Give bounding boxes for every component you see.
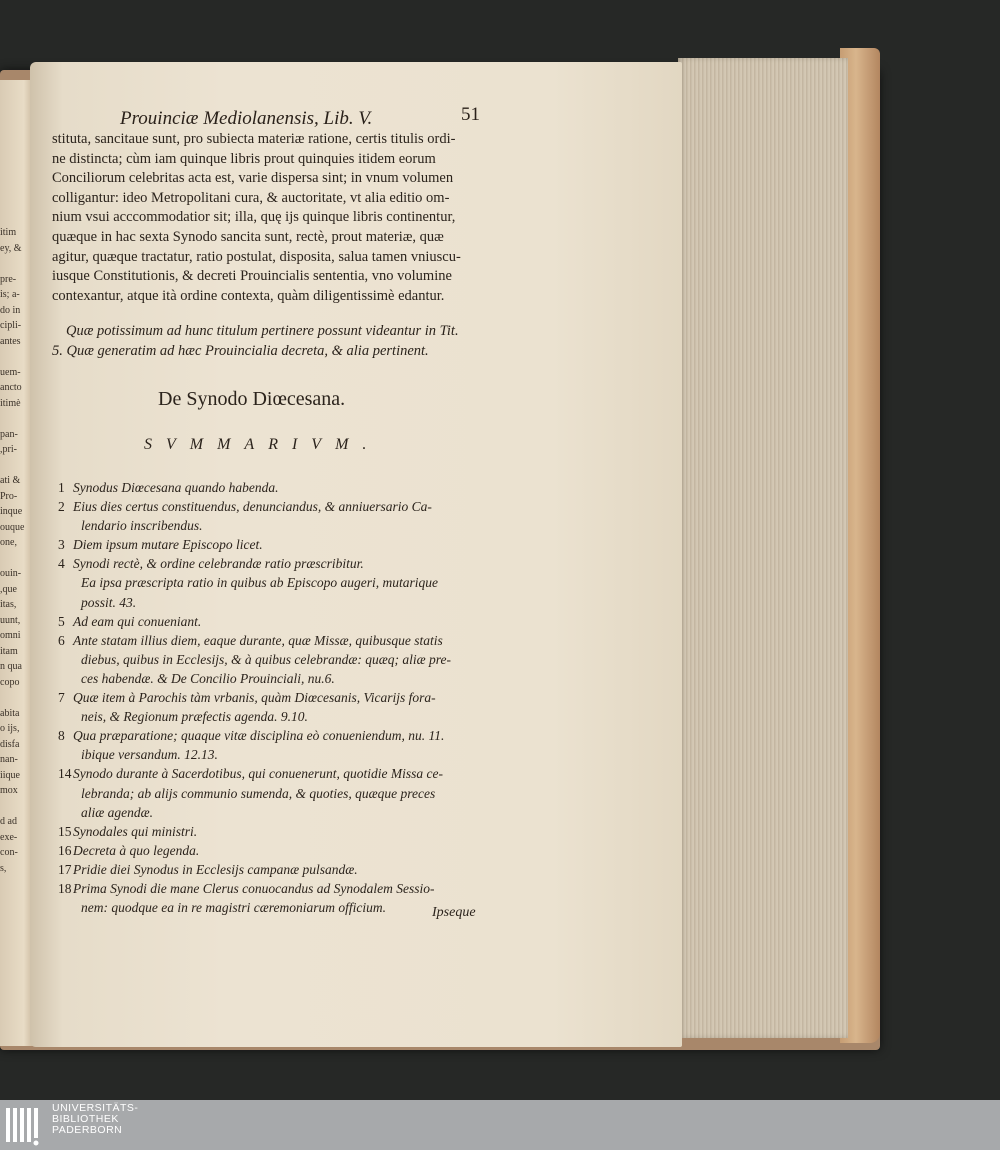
left-page-fragment: is; a- <box>0 289 20 300</box>
left-page-fragment <box>0 458 30 474</box>
running-head-title: Prouinciæ Mediolanensis, Lib. V. <box>120 108 373 129</box>
summary-item-number: 17 <box>58 861 72 877</box>
summary-item-number: 2 <box>58 499 65 515</box>
left-page-fragment <box>0 411 30 427</box>
summary-item <box>58 860 498 879</box>
summary-item-line: ibique versandum. 12.13. <box>81 747 218 763</box>
library-name-line: UNIVERSITÄTS- <box>52 1102 139 1114</box>
left-page-fragment: abita <box>0 707 20 719</box>
summary-item-number: 3 <box>58 537 65 553</box>
left-page-fragment: con- <box>0 847 18 858</box>
left-page-fragment: copo <box>0 676 20 688</box>
body-line: Conciliorum celebritas acta est, varie dispersa sint; in vnum volumen <box>52 170 454 187</box>
left-page-fragment: mox <box>0 785 18 796</box>
left-page-fragment: d ad <box>0 816 17 827</box>
left-page-fragment: n qua <box>0 661 22 672</box>
left-page-fragment: ati & <box>0 475 21 486</box>
library-logo-icon <box>4 1104 44 1146</box>
summary-item-line: Prima Synodi die mane Clerus conuocandus ad Synodalem Sessio- <box>73 880 435 896</box>
left-page-fragment: pan- <box>0 428 18 440</box>
page-number: 51 <box>461 104 480 125</box>
left-page-fragment: antes <box>0 335 21 347</box>
summary-item <box>58 841 498 860</box>
left-page-fragment: ey, & <box>0 242 22 254</box>
left-page-fragment: ancto <box>0 382 22 393</box>
page-fore-edge <box>678 58 848 1038</box>
body-line: ne distincta; cùm iam quinque libris prout quinquies itidem eorum <box>52 150 436 167</box>
summary-item-line: Decreta à quo legenda. <box>73 842 200 858</box>
summary-item <box>58 497 498 535</box>
summary-item-line: ces habendæ. & De Concilio Prouinciali, nu.6. <box>81 670 335 686</box>
summary-item-line: Eius dies certus constituendus, denunciandus, & anniuersario Ca- <box>73 499 432 515</box>
body-line: stituta, sancitaue sunt, pro subiecta materiæ ratione, certis titulis ordi- <box>52 131 456 147</box>
left-page-fragment: inque <box>0 506 23 517</box>
summary-item-number: 4 <box>58 556 65 572</box>
summary-item-number: 5 <box>58 613 65 629</box>
left-page-fragment: ouin- <box>0 568 22 579</box>
left-page-fragment: ouque <box>0 521 25 533</box>
body-line: contexantur, atque ità ordine contexta, quàm diligentissimè edantur. <box>52 287 445 304</box>
note-line: Quæ potissimum ad hunc titulum pertinere possunt videantur in Tit. <box>66 323 459 340</box>
left-page-fragment <box>0 256 30 272</box>
summary-item-line: nem: quodque ea in re magistri cæremoniarum officium. <box>81 900 386 916</box>
library-name-line: PADERBORN <box>52 1124 123 1136</box>
section-title: De Synodo Diœcesana. <box>158 388 346 410</box>
left-page-fragment: exe- <box>0 831 18 843</box>
left-page-fragment <box>0 690 30 706</box>
summary-item-line: Qua præparatione; quaque vitæ disciplina eò conueniendum, nu. 11. <box>73 728 445 744</box>
summary-item <box>58 612 498 631</box>
body-line: colligantur: ideo Metropolitani cura, & auctoritate, vt alia editio om- <box>52 189 450 206</box>
left-page <box>0 80 34 1046</box>
left-page-fragment: do in <box>0 304 21 316</box>
left-page-fragment: omni <box>0 630 21 641</box>
summary-item-line: Pridie diei Synodus in Ecclesijs campanæ pulsandæ. <box>73 861 358 877</box>
left-page-fragment: itam <box>0 645 18 657</box>
summary-item-number: 18 <box>58 880 72 896</box>
summary-item <box>58 554 498 611</box>
left-page-fragment: nan- <box>0 754 18 765</box>
summary-item-line: Synodales qui ministri. <box>73 823 198 839</box>
body-text <box>52 130 502 362</box>
summary-item-line: neis, & Regionum præfectis agenda. 9.10. <box>81 709 308 725</box>
summary-item-number: 8 <box>58 728 65 744</box>
summary-item-number: 15 <box>58 823 72 839</box>
body-line: iusque Constitutionis, & decreti Prouincialis sententia, vno volumine <box>52 268 452 285</box>
left-page-fragment: s, <box>0 862 7 874</box>
left-page-fragment <box>0 551 30 567</box>
summary-item-number: 6 <box>58 632 65 648</box>
library-footer <box>0 1100 1000 1150</box>
library-name-line: BIBLIOTHEK <box>52 1113 119 1125</box>
summary-item-number: 7 <box>58 690 65 706</box>
catchword: Ipseque <box>432 905 476 920</box>
summary-item-line: Ea ipsa præscripta ratio in quibus ab Episcopo augeri, mutarique <box>81 575 439 591</box>
summary-item-line: Synodi rectè, & ordine celebrandæ ratio præscribitur. <box>73 556 364 572</box>
summary-item <box>58 726 498 764</box>
summary-item-line: aliæ agendæ. <box>81 804 154 820</box>
body-line: nium vsui acccommodatior sit; illa, quę ijs quinque libris continentur, <box>52 209 456 226</box>
body-line: agitur, quæque tractatur, ratio postulat, disposita, salua tamen vniuscu- <box>52 248 461 265</box>
library-name <box>52 1103 138 1136</box>
left-page-fragment: one, <box>0 537 17 548</box>
summary-item-line: Synodus Diœcesana quando habenda. <box>73 480 279 495</box>
left-page-fragment: o ijs, <box>0 723 20 734</box>
summary-item <box>58 822 498 841</box>
summary-item <box>58 688 498 726</box>
left-page-text <box>0 225 30 876</box>
summary-item-line: Synodo durante à Sacerdotibus, qui conuenerunt, quotidie Missa ce- <box>73 766 443 782</box>
left-page-fragment: itimè <box>0 397 21 409</box>
left-page-fragment: uem- <box>0 366 21 378</box>
left-page-fragment: iique <box>0 769 20 781</box>
summary-item-line: Ad eam qui conueniant. <box>73 613 202 629</box>
summarium-label: SVMMARIVM. <box>144 436 381 453</box>
left-page-fragment: pre- <box>0 273 17 285</box>
summary-item-number: 16 <box>58 842 72 858</box>
left-page-fragment: itas, <box>0 599 17 610</box>
left-page-fragment: uunt, <box>0 614 21 626</box>
summary-item <box>58 631 498 688</box>
summary-item <box>58 764 498 821</box>
note-line: 5. Quæ generatim ad hæc Prouincialia decreta, & alia pertinent. <box>52 342 429 359</box>
summary-item-line: possit. 43. <box>81 594 137 610</box>
summary-item-line: Quæ item à Parochis tàm vrbanis, quàm Diœcesanis, Vicarijs fora- <box>73 690 436 706</box>
left-page-fragment: disfa <box>0 738 20 750</box>
summary-item-line: lebranda; ab alijs communio sumenda, & quoties, quæque preces <box>81 785 436 801</box>
left-page-fragment: itim <box>0 227 17 238</box>
summary-item-number: 14 <box>58 766 72 782</box>
left-page-fragment: ,pri- <box>0 444 17 455</box>
left-page-fragment: Pro- <box>0 490 18 502</box>
summary-item <box>58 478 498 497</box>
summary-item-number: 1 <box>58 480 65 495</box>
summary-item-line: diebus, quibus in Ecclesijs, & à quibus celebrandæ: quæq; aliæ pre- <box>81 651 451 667</box>
body-line: quæque in hac sexta Synodo sancita sunt, rectè, prout materiæ, quæ <box>52 228 444 245</box>
summary-list <box>58 478 498 917</box>
left-page-fragment: ,que <box>0 583 17 595</box>
summary-item <box>58 535 498 554</box>
summary-item-line: lendario inscribendus. <box>81 518 203 534</box>
running-head <box>120 104 500 130</box>
left-page-fragment <box>0 349 30 365</box>
summary-item-line: Diem ipsum mutare Episcopo licet. <box>73 537 263 553</box>
left-page-fragment <box>0 799 30 815</box>
summary-item-line: Ante statam illius diem, eaque durante, quæ Missæ, quibusque statis <box>73 632 443 648</box>
left-page-fragment: cipli- <box>0 320 22 331</box>
